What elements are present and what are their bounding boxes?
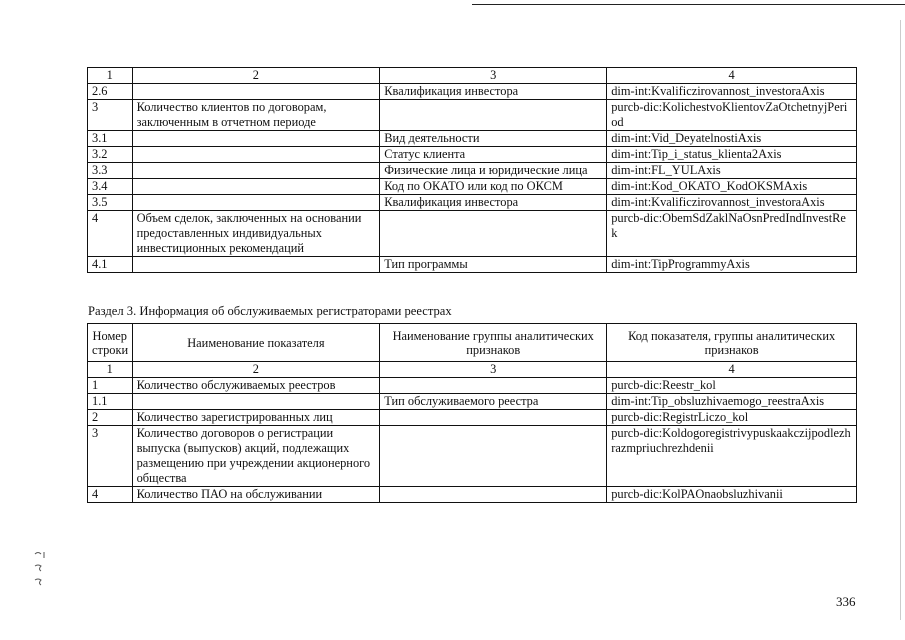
table-row [88, 487, 857, 503]
table-row [88, 179, 857, 195]
analytic-group: Квалификация инвестора [380, 195, 607, 211]
indicator-name: Количество ПАО на обслуживании [132, 487, 380, 503]
table-row [88, 131, 857, 147]
page-number: 336 [836, 594, 856, 609]
header-indicator-code: Код показателя, группы аналитических признаков [607, 324, 857, 362]
column-number: 2 [132, 362, 380, 378]
indicator-code: purcb-dic:KolichestvoKlientovZaOtchetnyjPeriod [607, 100, 857, 131]
indicator-code: dim-int:Kvalificzirovannost_investoraAxis [607, 195, 857, 211]
analytic-group [380, 211, 607, 257]
indicator-code: purcb-dic:Koldogoregistrivypuskaakczijpodlezhrazmpriuchrezhdenii [607, 426, 857, 487]
scan-edge-line [900, 20, 901, 620]
column-number-row [88, 362, 857, 378]
indicator-code: dim-int:Vid_DeyatelnostiAxis [607, 131, 857, 147]
table-row [88, 426, 857, 487]
row-number: 1 [88, 378, 133, 394]
indicator-name: Объем сделок, заключенных на основании предоставленных индивидуальных инвестиционных рекомендаций [132, 211, 380, 257]
scan-artifact-marks [32, 550, 50, 586]
analytic-group [380, 487, 607, 503]
row-number: 3.1 [88, 131, 133, 147]
table-row [88, 257, 857, 273]
row-number: 3 [88, 100, 133, 131]
table-row [88, 378, 857, 394]
indicator-code: dim-int:FL_YULAxis [607, 163, 857, 179]
row-number: 1.1 [88, 394, 133, 410]
analytic-group: Код по ОКАТО или код по ОКСМ [380, 179, 607, 195]
column-number: 3 [380, 362, 607, 378]
column-number: 2 [132, 68, 380, 84]
row-number: 3 [88, 426, 133, 487]
analytic-group: Тип обслуживаемого реестра [380, 394, 607, 410]
indicator-code: dim-int:Tip_i_status_klienta2Axis [607, 147, 857, 163]
header-row-number: Номер строки [88, 324, 133, 362]
indicator-code: purcb-dic:ObemSdZaklNaOsnPredIndInvestRek [607, 211, 857, 257]
analytic-group [380, 426, 607, 487]
indicator-code: dim-int:TipProgrammyAxis [607, 257, 857, 273]
analytic-group: Вид деятельности [380, 131, 607, 147]
table-row [88, 195, 857, 211]
analytic-group: Физические лица и юридические лица [380, 163, 607, 179]
registrar-registers-table [87, 323, 857, 503]
table-row [88, 100, 857, 131]
column-number: 4 [607, 362, 857, 378]
indicator-name [132, 394, 380, 410]
indicator-name [132, 179, 380, 195]
indicator-name: Количество клиентов по договорам, заключенным в отчетном периоде [132, 100, 380, 131]
header-indicator-name: Наименование показателя [132, 324, 380, 362]
row-number: 3.3 [88, 163, 133, 179]
table-row [88, 394, 857, 410]
indicator-code: dim-int:Tip_obsluzhivaemogo_reestraAxis [607, 394, 857, 410]
analytic-group: Квалификация инвестора [380, 84, 607, 100]
top-rule-line [472, 4, 905, 5]
indicator-name [132, 163, 380, 179]
indicator-code: dim-int:Kvalificzirovannost_investoraAxis [607, 84, 857, 100]
column-number: 1 [88, 68, 133, 84]
row-number: 3.5 [88, 195, 133, 211]
row-number: 3.4 [88, 179, 133, 195]
analytic-group [380, 410, 607, 426]
row-number: 4.1 [88, 257, 133, 273]
analytic-group: Статус клиента [380, 147, 607, 163]
analytic-group [380, 100, 607, 131]
row-number: 4 [88, 211, 133, 257]
header-analytic-group: Наименование группы аналитических признаков [380, 324, 607, 362]
column-number: 1 [88, 362, 133, 378]
indicator-name: Количество зарегистрированных лиц [132, 410, 380, 426]
row-number: 2 [88, 410, 133, 426]
table-header-row [88, 324, 857, 362]
indicator-name [132, 195, 380, 211]
indicator-code: purcb-dic:RegistrLiczo_kol [607, 410, 857, 426]
table-row [88, 147, 857, 163]
column-number: 4 [607, 68, 857, 84]
table-row [88, 84, 857, 100]
row-number: 2.6 [88, 84, 133, 100]
indicator-code: dim-int:Kod_OKATO_KodOKSMAxis [607, 179, 857, 195]
indicator-name [132, 84, 380, 100]
continuation-table [87, 67, 857, 273]
column-number: 3 [380, 68, 607, 84]
analytic-group [380, 378, 607, 394]
table-row [88, 163, 857, 179]
row-number: 3.2 [88, 147, 133, 163]
indicator-name [132, 147, 380, 163]
indicator-name [132, 257, 380, 273]
analytic-group: Тип программы [380, 257, 607, 273]
row-number: 4 [88, 487, 133, 503]
indicator-code: purcb-dic:KolPAOnaobsluzhivanii [607, 487, 857, 503]
indicator-name: Количество договоров о регистрации выпуска (выпусков) акций, подлежащих размещению при учреждении акционерного общества [132, 426, 380, 487]
table-row [88, 410, 857, 426]
indicator-code: purcb-dic:Reestr_kol [607, 378, 857, 394]
section-3-title: Раздел 3. Информация об обслуживаемых регистраторами реестрах [88, 304, 452, 318]
table-row [88, 211, 857, 257]
indicator-name: Количество обслуживаемых реестров [132, 378, 380, 394]
column-number-row [88, 68, 857, 84]
indicator-name [132, 131, 380, 147]
